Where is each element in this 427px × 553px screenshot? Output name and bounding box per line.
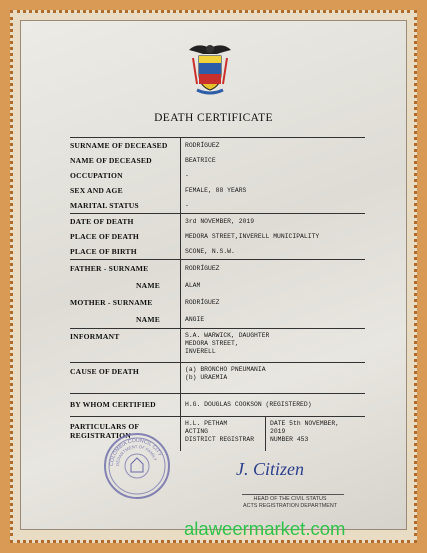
value-mother-name: ANGIE <box>180 311 365 328</box>
row-date-death <box>70 213 365 229</box>
row-marital <box>70 198 365 213</box>
value-registrar: H.L. PETHAM ACTING DISTRICT REGISTRAR <box>180 417 265 451</box>
label-marital: MARITAL STATUS <box>70 201 139 210</box>
value-place-death: MEDORA STREET,INVERELL MUNICIPALITY <box>180 229 365 244</box>
row-father-surname <box>70 259 365 277</box>
value-registration-date: DATE 5th NOVEMBER, 2019 NUMBER 453 <box>265 417 365 451</box>
label-father-name: NAME <box>135 281 160 290</box>
label-sex-age: SEX AND AGE <box>70 186 123 195</box>
stamp-text-outer: COLOMBIA COUNCIL CITY <box>108 437 163 467</box>
label-cause: CAUSE OF DEATH <box>70 367 140 376</box>
row-sex-age <box>70 183 365 198</box>
value-name: BEATRICE <box>180 153 365 168</box>
value-place-birth: SCONE, N.S.W. <box>180 244 365 259</box>
value-father-name: ALAM <box>180 277 365 294</box>
row-cause <box>70 362 365 393</box>
row-place-death <box>70 229 365 244</box>
label-certified: BY WHOM CERTIFIED <box>70 400 156 409</box>
label-place-death: PLACE OF DEATH <box>70 232 140 241</box>
stamp-text-inner: DEPARTMENT OF FAMILY <box>114 443 159 467</box>
value-informant: S.A. WARWICK, DAUGHTER MEDORA STREET, INVERELL <box>180 329 365 362</box>
certificate-title: DEATH CERTIFICATE <box>154 112 273 124</box>
row-name <box>70 153 365 168</box>
label-name: NAME OF DECEASED <box>70 156 152 165</box>
label-registration: PARTICULARS OF REGISTRATION <box>70 422 139 440</box>
value-father-surname: RODRÍGUEZ <box>180 260 365 277</box>
value-sex-age: FEMALE, 88 YEARS <box>180 183 365 198</box>
signature-line <box>242 494 344 495</box>
label-mother-surname: MOTHER - SURNAME <box>70 298 153 307</box>
row-mother-surname <box>70 294 365 311</box>
watermark: alaweermarket.com <box>184 518 346 539</box>
certificate-table <box>70 137 365 451</box>
value-cause: (a) BRONCHO PNEUMANIA (b) URAEMIA <box>180 363 365 393</box>
label-occupation: OCCUPATION <box>70 171 123 180</box>
label-mother-name: NAME <box>135 315 160 324</box>
official-stamp-icon <box>103 432 171 500</box>
label-informant: INFORMANT <box>70 332 120 341</box>
row-informant <box>70 328 365 362</box>
signatory-title-line2: ACTS REGISTRATION DEPARTMENT <box>242 503 338 509</box>
value-mother-surname: RODRÍGUEZ <box>180 294 365 311</box>
row-certified <box>70 393 365 416</box>
coat-of-arms-icon <box>185 40 235 100</box>
row-father-name <box>70 277 365 294</box>
value-date-death: 3rd NOVEMBER, 2019 <box>180 214 365 229</box>
row-place-birth <box>70 244 365 259</box>
label-surname: SURNAME OF DECEASED <box>70 141 168 150</box>
row-mother-name <box>70 311 365 328</box>
signatory-title-line1: HEAD OF THE CIVIL STATUS <box>253 496 327 502</box>
value-certified: H.G. DOUGLAS COOKSON (REGISTERED) <box>180 394 365 416</box>
label-father-surname: FATHER - SURNAME <box>70 264 149 273</box>
value-marital: - <box>180 198 365 213</box>
label-date-death: DATE OF DEATH <box>70 217 134 226</box>
row-surname <box>70 137 365 153</box>
value-occupation: - <box>180 168 365 183</box>
value-surname: RODRÍGUEZ <box>180 138 365 153</box>
label-place-birth: PLACE OF BIRTH <box>70 247 137 256</box>
signature: J. Citizen <box>236 459 304 479</box>
signatory-title <box>230 496 350 510</box>
row-occupation <box>70 168 365 183</box>
